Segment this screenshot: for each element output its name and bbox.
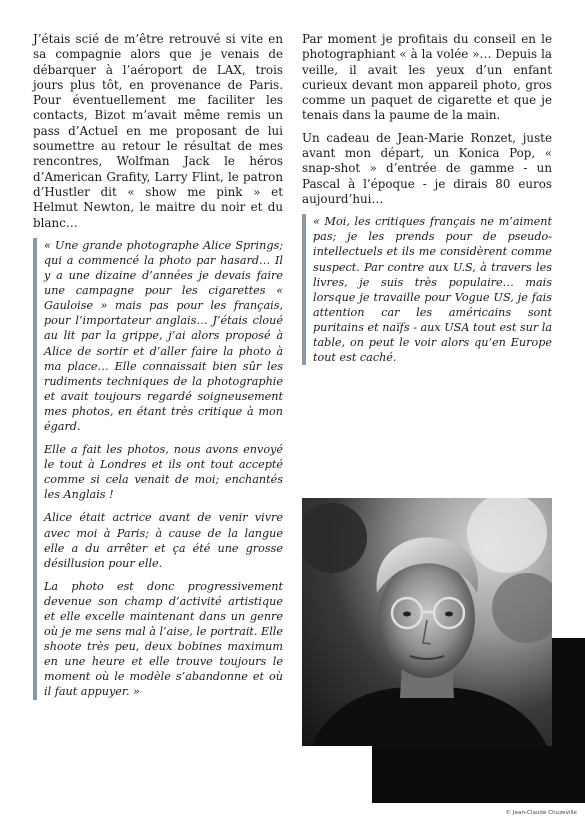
quote-paragraph: La photo est donc progressivement devenue son champ d’activité artistique et elle excelle maintenant dans un genre où je me sens mal à l’aise, le portrait. Elle shoote très peu, deux bobines maximum en une heure et elle trouve toujours le moment où le modèle s’abandonne et où il faut appuyer. » xyxy=(44,579,283,699)
quote-paragraph: « Moi, les critiques français ne m’aiment pas; je les prends pour de pseudo-intellectuels et ils me considèrent comme suspect. Par contre aux U.S, à travers les livres, je suis très populaire… mais lorsque je travaille pour Vogue US, je fais attention car les américains sont puritains et naïfs - aux USA tout est sur la table, on peut le voir alors qu’en Europe tout est caché. xyxy=(313,215,552,365)
quote-paragraph: « Une grande photographe Alice Springs; qui a commencé la photo par hasard… Il y a une dizaine d’années je devais faire une campagne pour les cigarettes « Gauloise » mais pas pour les français, pour l’importateur anglais… J’étais cloué au lit par la grippe, j’ai alors proposé à Alice de sortir et d’aller faire la photo à ma place… Elle connaissait bien sûr les rudiments techniques de la photographie et avait toujours regardé soigneusement mes photos, en étant très critique à mon égard. xyxy=(44,238,283,433)
portrait-illustration xyxy=(302,498,552,746)
quote-paragraph: Elle a fait les photos, nous avons envoyé le tout à Londres et ils ont tout accepté comme si cela venait de moi; enchantés les Anglais ! xyxy=(44,443,283,502)
portrait-figure xyxy=(302,498,585,803)
pull-quote-alice-springs xyxy=(33,238,283,700)
left-column xyxy=(33,32,283,708)
camera-paragraph: Par moment je profitais du conseil en le photographiant « à la volée »… Depuis la veille, il avait les yeux d’un enfant curieux devant mon appareil photo, gros comme un paquet de cigarette et que je tenais dans la paume de la main. xyxy=(302,32,552,123)
photo-credit: © Jean-Claude Chuzeville xyxy=(505,810,577,816)
quote-paragraph: Alice était actrice avant de venir vivre avec moi à Paris; à cause de la langue elle a du arrêter et ça été une grosse désillusion pour elle. xyxy=(44,511,283,570)
portrait-photo xyxy=(302,498,552,746)
konica-paragraph: Un cadeau de Jean-Marie Ronzet, juste avant mon départ, un Konica Pop, « snap-shot » d’entrée de gamme - un Pascal à l’époque - je dirais 80 euros aujourd’hui… xyxy=(302,130,552,206)
intro-paragraph: J’étais scié de m’être retrouvé si vite en sa compagnie alors que je venais de débarquer à l’aéroport de LAX, trois jours plus tôt, en provenance de Paris. Pour éventuellement me faciliter les contacts, Bizot m’avait même remis un pass d’Actuel en me proposant de lui soumettre au retour le résultat de mes rencontres, Wolfman Jack le héros d’American Grafity, Larry Flint, le patron d’Hustler dit « show me pink » et Helmut Newton, le maitre du noir et du blanc… xyxy=(33,32,283,230)
pull-quote-critics xyxy=(302,214,552,365)
right-column xyxy=(302,32,552,373)
